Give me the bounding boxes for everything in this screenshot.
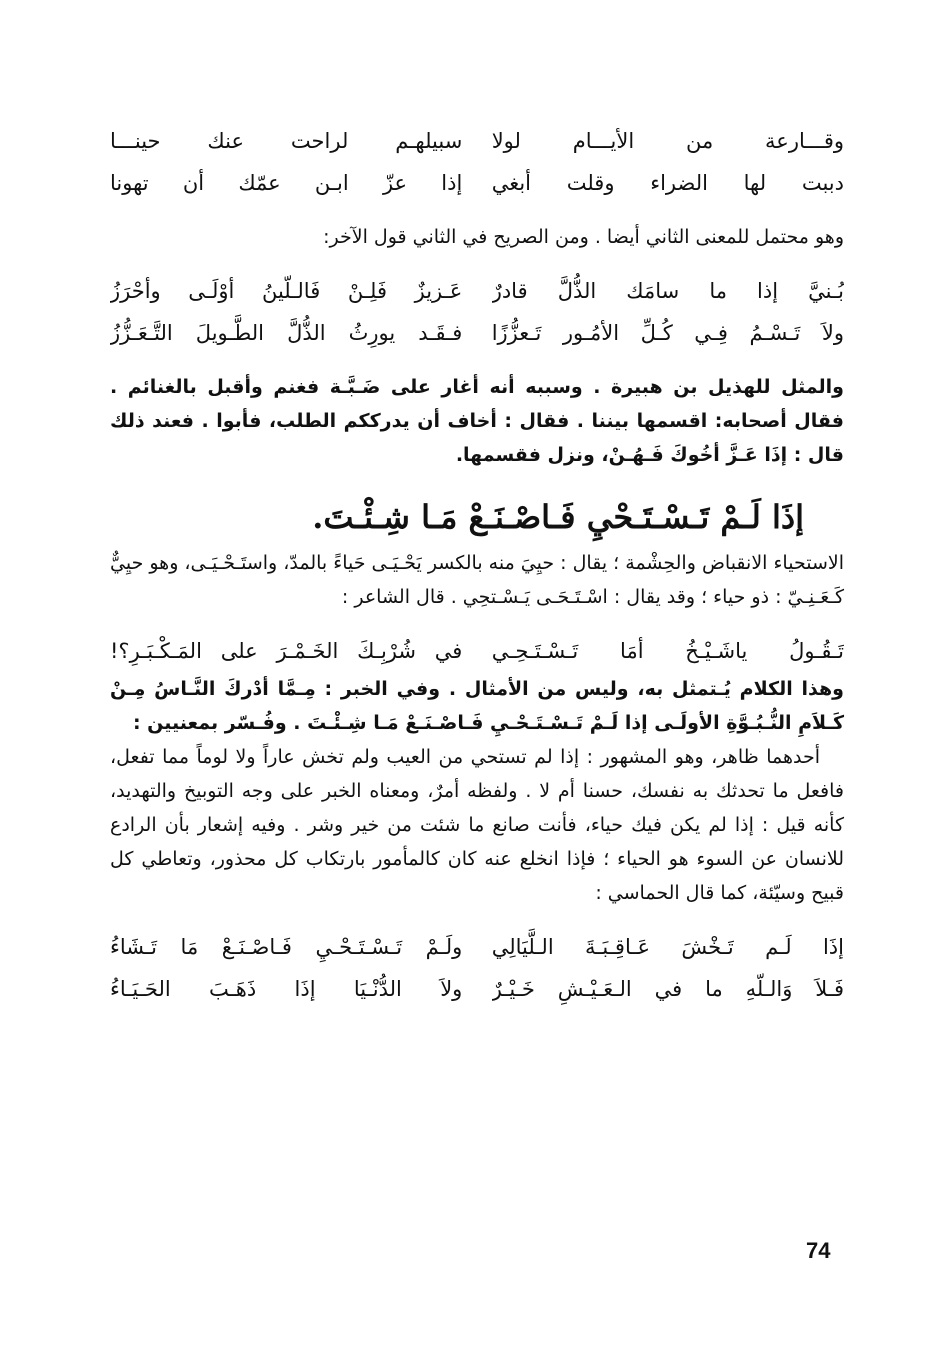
verse-line — [110, 270, 844, 312]
page-number: 74 — [806, 1238, 831, 1263]
verse-block-4 — [110, 926, 844, 1010]
verse-hemistich-first: بُـنيَّ إذا ما سامَك الذُّلَّ قادرٌ — [491, 279, 844, 303]
verse-line — [110, 630, 844, 672]
verse-hemistich-first: فَـلاَ وَالـلّهِ ما في الـعَـيْـشِ خَـيْـرٌ — [491, 977, 844, 1001]
verse-hemistich-second: سبيلهـم لراحت عنك حينـــا — [110, 129, 463, 153]
verse-hemistich-first: تَـقُـولُ ياشَـيْـخُ أمَا تَـسْـتَـحِـي — [491, 639, 844, 663]
verse-line — [110, 120, 844, 162]
paragraph-1: وهو محتمل للمعنى الثاني أيضا . ومن الصريح في الثاني قول الآخر: — [323, 226, 844, 248]
verse-hemistich-second: فـقَـد يورِثُ الذُّلَّ الطَّـويلَ التَّـعَـزُّزُ — [110, 321, 463, 345]
page-body — [110, 120, 844, 1010]
verse-hemistich-second: ولاَ الدُّنْـيَا إذَا ذَهَـبَ الحَـيَـاءُ — [110, 977, 463, 1001]
paragraph-2: والمثل للهذيل بن هبيرة . وسببه أنه أغار على ضَـبَّـة فغنم وأقبل بالغنائم . فقال أصحابه: اقسمها بيننا . فقال : أخاف أن يدرككم الطلب، فأبوا . فعند ذلك قال : إذَا عَـزَّ أخُوكَ فَـهُـنْ، ونزل فقسمها. — [110, 376, 844, 466]
verse-block-2 — [110, 270, 844, 354]
verse-block-1 — [110, 120, 844, 204]
verse-hemistich-first: ولاَ تَـسْـمُ فِـي كُـلِّ الأمُـور تَـعزُّزًا — [491, 321, 844, 345]
verse-hemistich-second: عَـزيزٌ فَلِـنْ فَالـلّينُ أوْلَـى وأحْرَزُ — [110, 279, 463, 303]
paragraph-3: الاستحياء الانقباض والحِشْمة ؛ يقال : حيِيَ منه بالكسر يَحْـيَـى حَياءً بالمدّ، واستَـحْـيَـى، وهو حيِيٌّ كَـعَـنِـيّ : ذو حياء ؛ وقد يقال : اسْـتَـحَـى يَـسْـتحِي . قال الشاعر : — [110, 552, 844, 608]
proverb-heading: إذَا لَـمْ تَـسْـتَـحْيِ فَـاصْـنَـعْ مَـا شِـئْـتَ. — [312, 498, 804, 536]
verse-line — [110, 312, 844, 354]
verse-hemistich-first: إذَا لَـم تَـخْشَ عَـاقِـبَـةَ الـلَّيَالِي — [491, 935, 844, 959]
verse-line — [110, 968, 844, 1010]
verse-line — [110, 162, 844, 204]
verse-hemistich-second: ولَـمْ تَـسْـتَـحْـيِ فَـاصْـنَـعْ مَا تَـشَاءُ — [110, 935, 463, 959]
verse-hemistich-first: دببت لها الضراء وقلت أبغي — [491, 171, 844, 195]
verse-hemistich-second: إذا عزّ ابـن عمّك أن تهونا — [110, 171, 463, 195]
verse-hemistich-first: وقـــارعة من الأيـــام لولا — [491, 129, 844, 153]
verse-line — [110, 926, 844, 968]
verse-hemistich-second: في شُرْبِـكَ الخَـمْـرَ على المَـكْـبَـرِ؟! — [110, 639, 463, 663]
paragraph-5: أحدهما ظاهر، وهو المشهور : إذا لم تستحي من العيب ولم تخش عاراً ولا لوماً مما تفعل، فافعل ما تحدثك به نفسك، حسنا أم لا . ولفظه أمرٌ، ومعناه الخبر على وجه التوبيخ والتهديد، كأنه قيل : إذا لم يكن فيك حياء، فأنت صانع ما شئت من خير وشر . وفيه إشعار بأن الرادع للانسان عن السوء هو الحياء ؛ فإذا انخلع عنه كان كالمأمور بارتكاب كل محذور، وتعاطي كل قبيح وسيّئة، كما قال الحماسي : — [110, 746, 844, 904]
paragraph-4: وهذا الكلام يُـتمثل به، وليس من الأمثال . وفي الخبر : مِـمَّا أدْركَ النَّـاسُ مِـنْ كَـلاَمِ النُّـبُـوَّةِ الأولَـى إذا لَـمْ تَـسْـتَـحْـيِ فَـاصْـنَـعْ مَـا شِـئْـتَ . وفُـسّر بمعنيين : — [110, 678, 844, 734]
verse-block-3 — [110, 630, 844, 672]
